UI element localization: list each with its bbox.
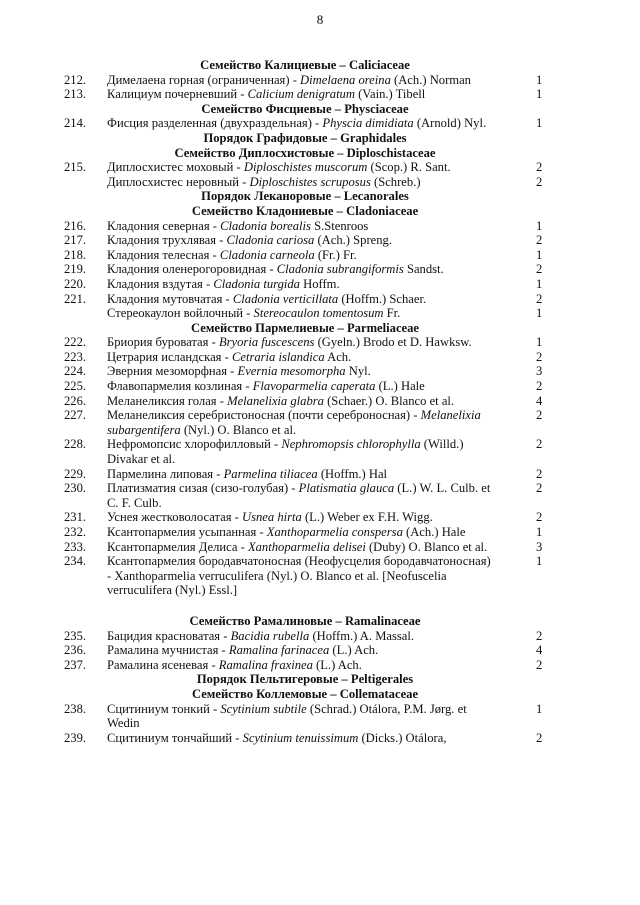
species-name	[107, 437, 497, 466]
name-text: Рамалина ясеневая -	[107, 657, 219, 672]
name-text: Пармелина липовая -	[107, 466, 224, 481]
entry-count: 2	[536, 437, 543, 452]
species-name	[107, 306, 497, 321]
name-text: Бацидия красноватая -	[107, 628, 231, 643]
species-entry	[0, 629, 640, 644]
name-text: Кладония оленерогоровидная -	[107, 262, 277, 277]
name-text: (L.) Ach.	[329, 643, 379, 658]
latin-name: Platismatia glauca	[298, 481, 395, 496]
name-text: Кладония северная -	[107, 218, 221, 233]
species-name	[107, 481, 497, 510]
section-heading: Семейство Калициевые – Caliciaceae	[200, 58, 410, 72]
name-text: (Nyl.) O. Blanco et al.	[180, 422, 297, 437]
species-name	[107, 87, 497, 102]
name-text: Кладония трухлявая -	[107, 233, 227, 248]
entry-number: 218.	[64, 247, 87, 262]
entry-number: 217.	[64, 233, 87, 248]
species-name	[107, 408, 497, 437]
species-name	[107, 525, 497, 540]
latin-name: Cladonia borealis	[220, 218, 311, 233]
species-entry	[0, 554, 640, 598]
name-text: Димелаена горная (ограниченная) -	[107, 72, 301, 87]
latin-name: Dimelaena oreina	[300, 72, 391, 87]
entry-count: 2	[536, 408, 543, 423]
name-text: (Duby) O. Blanco et al.	[365, 539, 488, 554]
name-text: (Vain.) Tibell	[354, 87, 426, 102]
entry-number: 215.	[64, 160, 87, 175]
entry-number: 219.	[64, 262, 87, 277]
name-text: (Arnold) Nyl.	[413, 116, 487, 131]
species-name	[107, 364, 497, 379]
entry-number: 222.	[64, 335, 87, 350]
latin-name: Flavoparmelia caperata	[252, 379, 376, 394]
species-entry	[0, 248, 640, 263]
name-text: (Hoffm.) A. Massal.	[309, 628, 415, 643]
species-name	[107, 510, 497, 525]
entry-count: 2	[536, 466, 543, 481]
latin-name: Melanelixia subargentifera	[107, 408, 481, 437]
latin-name: Evernia mesomorpha	[237, 364, 346, 379]
species-name	[107, 233, 497, 248]
name-text: (Gyeln.) Brodo et D. Hawksw.	[314, 335, 472, 350]
species-name	[107, 658, 497, 673]
name-text: Sandst.	[403, 262, 444, 277]
species-name	[107, 554, 497, 598]
entry-number: 235.	[64, 628, 87, 643]
entry-count: 1	[536, 701, 543, 716]
name-text: (L.) Weber ex F.H. Wigg.	[301, 510, 433, 525]
name-text: (Schreb.)	[370, 174, 421, 189]
entry-number: 214.	[64, 116, 87, 131]
species-name	[107, 116, 497, 131]
latin-name: Cladonia cariosa	[226, 233, 315, 248]
entry-count: 2	[536, 657, 543, 672]
species-name	[107, 643, 497, 658]
latin-name: Scytinium tenuissimum	[242, 730, 359, 745]
latin-name: Cetraria islandica	[231, 349, 325, 364]
name-text: Ксантопармелия бородавчатоносная (Неофусцелия бородавчатоносная) - Xanthoparmelia verruculifera (Nyl.) O. Blanco et al. [Neofuscelia verruculifera (Nyl.) Essl.]	[107, 554, 491, 598]
name-text: (Hoffm.) Schaer.	[338, 291, 427, 306]
entry-count: 1	[536, 218, 543, 233]
name-text: Меланеликсия голая -	[107, 393, 228, 408]
entry-count: 3	[536, 539, 543, 554]
latin-name: Nephromopsis chlorophylla	[281, 437, 421, 452]
name-text: Платизматия сизая (сизо-голубая) -	[107, 481, 299, 496]
species-entry	[0, 233, 640, 248]
entry-count: 2	[536, 291, 543, 306]
name-text: Кладония телесная -	[107, 247, 220, 262]
entry-number: 221.	[64, 291, 87, 306]
species-name	[107, 731, 497, 746]
species-name	[107, 248, 497, 263]
species-name	[107, 73, 497, 88]
name-text: Эверния мезоморфная -	[107, 364, 238, 379]
page-number: 8	[316, 12, 324, 27]
entry-count: 2	[536, 174, 543, 189]
entry-count: 2	[536, 349, 543, 364]
entry-count: 2	[536, 262, 543, 277]
entry-number: 216.	[64, 218, 87, 233]
species-entry	[0, 364, 640, 379]
species-name	[107, 350, 497, 365]
species-entry	[0, 379, 640, 394]
entry-number: 238.	[64, 701, 87, 716]
latin-name: Cladonia verticillata	[232, 291, 339, 306]
entry-count: 1	[536, 247, 543, 262]
entry-number: 232.	[64, 525, 87, 539]
name-text: Меланеликсия серебристоносная (почти сереброносная) -	[107, 408, 421, 423]
name-text: (Ach.) Norman	[390, 72, 471, 87]
entry-number: 227.	[64, 408, 87, 423]
name-text: Сцитиниум тонкий -	[107, 701, 221, 716]
species-name	[107, 702, 497, 731]
species-entry	[0, 394, 640, 409]
latin-name: Cladonia subrangiformis	[276, 262, 404, 277]
latin-name: Cladonia turgida	[213, 276, 300, 291]
section-heading: Порядок Леканоровые – Lecanorales	[201, 189, 409, 204]
name-text: Nyl.	[345, 364, 371, 379]
name-text: Бриория буроватая -	[107, 335, 219, 350]
species-name	[107, 540, 497, 555]
entry-number: 236.	[64, 643, 87, 658]
name-text: Диплосхистес неровный -	[107, 174, 250, 189]
latin-name: Physcia dimidiata	[322, 116, 414, 131]
entry-count: 4	[536, 393, 543, 408]
latin-name: Xanthoparmelia delisei	[247, 539, 366, 554]
species-entry	[0, 219, 640, 234]
species-entry	[0, 437, 640, 466]
entry-count: 3	[536, 364, 543, 379]
name-text: (Scop.) R. Sant.	[367, 160, 451, 175]
species-entry	[0, 73, 640, 88]
entry-count: 1	[536, 72, 543, 87]
entry-count: 2	[536, 510, 543, 525]
species-entry	[0, 643, 640, 658]
section-heading: Порядок Графидовые – Graphidales	[203, 130, 407, 145]
latin-name: Bryoria fuscescens	[218, 335, 315, 350]
species-name	[107, 175, 497, 190]
entry-number: 226.	[64, 393, 87, 408]
latin-name: Stereocaulon tomentosum	[253, 306, 384, 321]
species-entry	[0, 277, 640, 292]
entry-number: 220.	[64, 276, 87, 291]
entry-count: 2	[536, 481, 543, 496]
species-entry	[0, 292, 640, 307]
latin-name: Xanthoparmelia conspersa	[266, 525, 403, 539]
entry-count: 4	[536, 643, 543, 658]
section-heading: Семейство Коллемовые – Collemataceae	[191, 686, 419, 701]
entry-count: 1	[536, 116, 543, 131]
latin-name: Melanelixia glabra	[227, 393, 324, 408]
entry-number: 233.	[64, 539, 87, 554]
name-text: (Schrad.) Otálora, P.M. Jørg. et Wedin	[107, 701, 467, 731]
entry-number: 223.	[64, 349, 87, 364]
entry-number: 213.	[64, 87, 87, 102]
name-text: (Schaer.) O. Blanco et al.	[323, 393, 455, 408]
entry-number: 231.	[64, 510, 87, 525]
species-name	[107, 160, 497, 175]
species-entry	[0, 702, 640, 731]
section-heading: Порядок Пельтигеровые – Peltigerales	[196, 672, 414, 687]
section-heading: Семейство Кладониевые – Cladoniaceae	[191, 203, 419, 218]
name-text: (Dicks.) Otálora,	[358, 730, 447, 745]
entry-count: 1	[536, 306, 543, 321]
latin-name: Diploschistes muscorum	[243, 160, 368, 175]
latin-name: Ramalina fraxinea	[218, 657, 313, 672]
species-entry	[0, 658, 640, 673]
species-entry	[0, 306, 640, 321]
latin-name: Diploschistes scruposus	[249, 174, 371, 189]
entry-count: 2	[536, 160, 543, 175]
name-text: Стереокаулон войлочный -	[107, 306, 254, 321]
species-entry	[0, 540, 640, 555]
name-text: Флавопармелия козлиная -	[107, 379, 253, 394]
species-list	[0, 58, 640, 745]
name-text: Уснея жестковолосатая -	[107, 510, 242, 525]
entry-count: 1	[536, 554, 543, 569]
entry-number: 212.	[64, 72, 87, 87]
entry-number: 234.	[64, 554, 87, 569]
entry-number: 224.	[64, 364, 87, 379]
latin-name: Calicium denigratum	[247, 87, 355, 102]
section-heading: Семейство Рамалиновые – Ramalinaceae	[189, 613, 421, 628]
species-name	[107, 277, 497, 292]
species-entry	[0, 467, 640, 482]
species-name	[107, 292, 497, 307]
latin-name: Ramalina farinacea	[228, 643, 330, 658]
species-name	[107, 335, 497, 350]
name-text: (Ach.) Spreng.	[314, 233, 392, 248]
name-text: Рамалина мучнистая -	[107, 643, 229, 658]
entry-number: 237.	[64, 657, 87, 672]
section-heading: Семейство Фисциевые – Physciaceae	[201, 101, 409, 116]
species-entry	[0, 731, 640, 746]
name-text: (L.) W. L. Culb. et C. F. Culb.	[107, 481, 491, 510]
name-text: Нефромопсис хлорофилловый -	[107, 437, 282, 452]
entry-number: 239.	[64, 730, 87, 745]
name-text: Калициум почерневший -	[107, 87, 248, 102]
name-text: Fr.	[383, 306, 401, 321]
entry-number: 228.	[64, 437, 87, 452]
name-text: Ach.	[324, 349, 352, 364]
latin-name: Cladonia carneola	[219, 247, 315, 262]
species-name	[107, 262, 497, 277]
name-text: (Fr.) Fr.	[314, 247, 357, 262]
species-entry	[0, 116, 640, 131]
species-entry	[0, 175, 640, 190]
species-entry	[0, 262, 640, 277]
name-text: (L.) Hale	[375, 379, 425, 394]
name-text: Ксантопармелия усыпанная -	[107, 525, 267, 539]
latin-name: Parmelina tiliacea	[223, 466, 318, 481]
species-name	[107, 379, 497, 394]
name-text: Сцитиниум тончайший -	[107, 730, 243, 745]
species-entry	[0, 481, 640, 510]
name-text: Ксантопармелия Делиса -	[107, 539, 248, 554]
species-entry	[0, 510, 640, 525]
species-name	[107, 219, 497, 234]
entry-count: 1	[536, 276, 543, 291]
entry-number: 225.	[64, 379, 87, 394]
name-text: (Ach.) Hale	[402, 525, 466, 539]
latin-name: Bacidia rubella	[230, 628, 310, 643]
section-gap	[0, 598, 640, 614]
latin-name: Usnea hirta	[242, 510, 302, 525]
entry-count: 1	[536, 525, 543, 539]
entry-count: 1	[536, 87, 543, 102]
name-text: Цетрария исландская -	[107, 349, 232, 364]
name-text: (Willd.) Divakar et al.	[107, 437, 464, 467]
entry-count: 2	[536, 730, 543, 745]
entry-count: 1	[536, 335, 543, 350]
entry-count: 2	[536, 233, 543, 248]
name-text: (Hoffm.) Hal	[317, 466, 388, 481]
species-entry	[0, 87, 640, 102]
entry-number: 230.	[64, 481, 87, 496]
species-entry	[0, 160, 640, 175]
species-entry	[0, 335, 640, 350]
name-text: Hoffm.	[299, 276, 340, 291]
name-text: Кладония вздутая -	[107, 276, 214, 291]
entry-count: 2	[536, 379, 543, 394]
species-name	[107, 629, 497, 644]
section-heading: Семейство Пармелиевые – Parmeliaceae	[190, 320, 420, 335]
name-text: S.Stenroos	[310, 218, 369, 233]
species-entry	[0, 525, 640, 540]
name-text: Фисция разделенная (двухраздельная) -	[107, 116, 323, 131]
entry-count: 2	[536, 628, 543, 643]
name-text: Диплосхистес моховый -	[107, 160, 244, 175]
name-text: Кладония мутовчатая -	[107, 291, 233, 306]
entry-number: 229.	[64, 466, 87, 481]
section-heading: Семейство Диплосхистовые – Diploschistaceae	[174, 145, 436, 160]
species-name	[107, 467, 497, 482]
species-entry	[0, 408, 640, 437]
species-entry	[0, 350, 640, 365]
name-text: (L.) Ach.	[312, 657, 362, 672]
species-name	[107, 394, 497, 409]
latin-name: Scytinium subtile	[220, 701, 307, 716]
